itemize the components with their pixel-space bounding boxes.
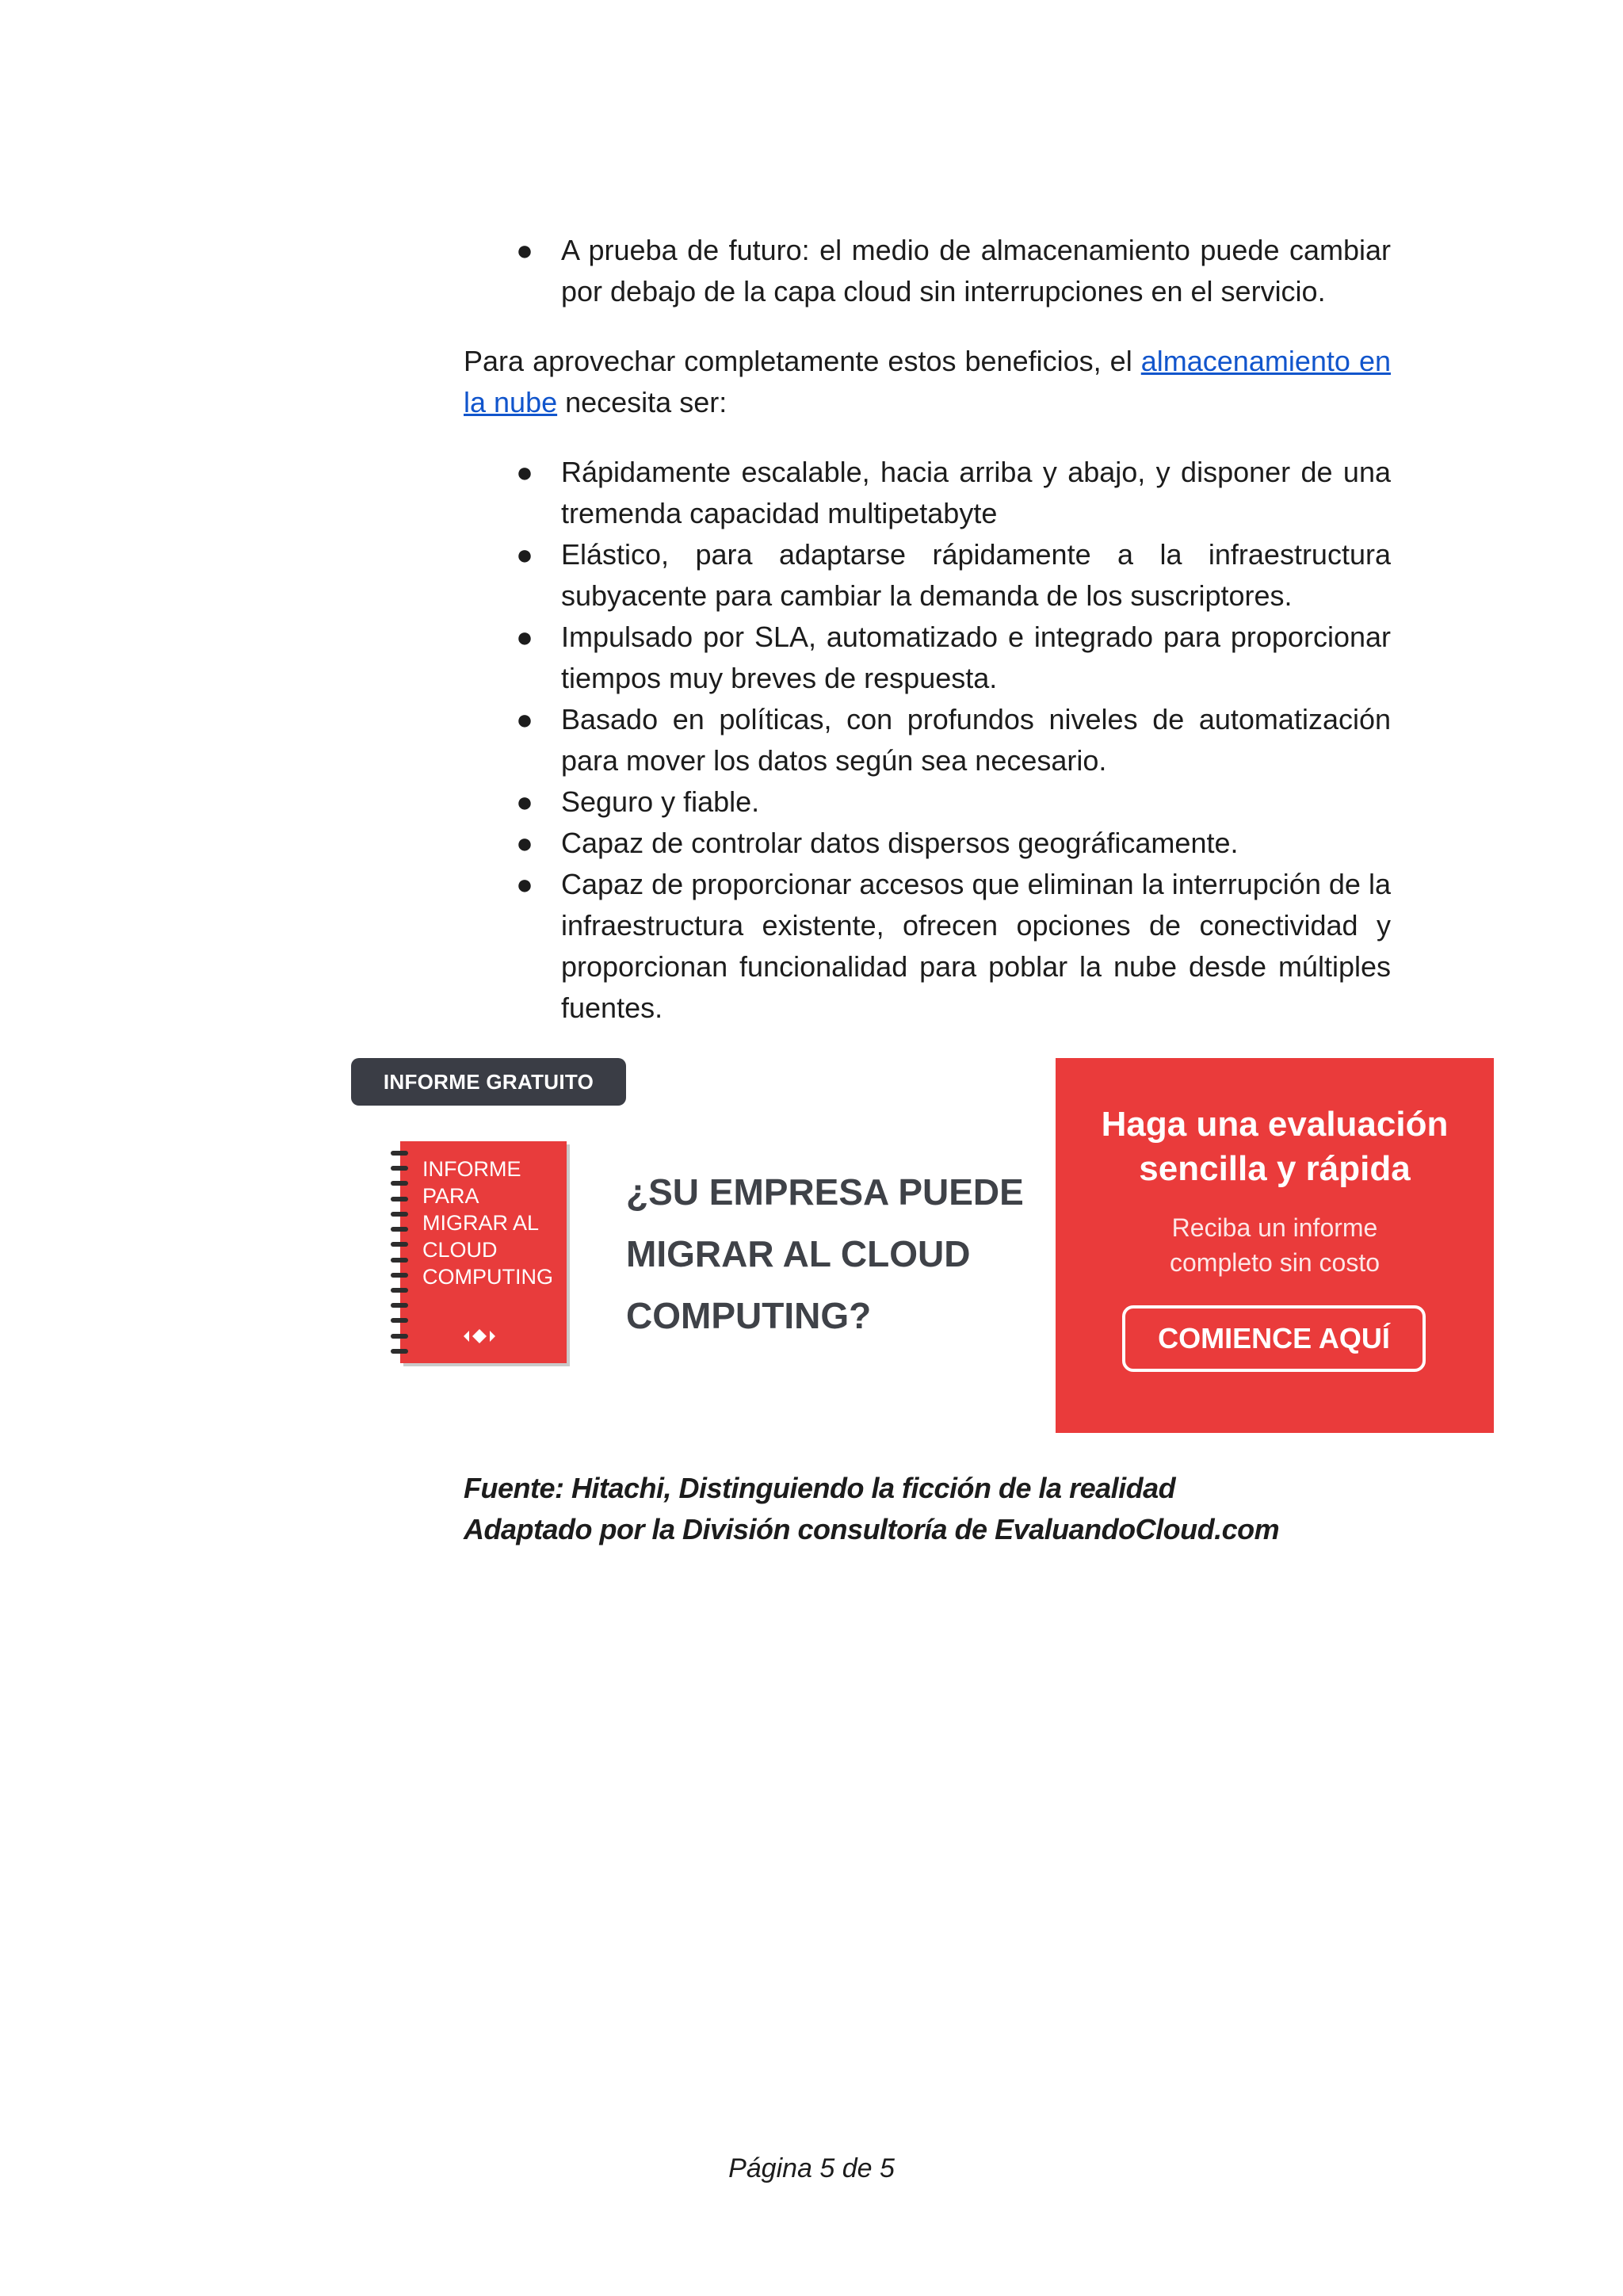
notebook-line: MIGRAR AL [422,1211,540,1235]
bullet-icon: ● [516,827,533,859]
list-item-text: Rápidamente escalable, hacia arriba y abajo, y disponer de una tremenda capacidad multipetabyte [561,456,1391,529]
brand-logo-icon [462,1325,497,1347]
bullet-icon: ● [516,703,533,735]
paragraph-text-after: necesita ser: [557,386,727,418]
spiral-binding-icon [391,1151,410,1354]
paragraph-text-before: Para aprovechar completamente estos beneficios, el [464,345,1141,377]
notebook-line: PARA [422,1184,479,1208]
intro-paragraph [464,341,1391,423]
headline-line: ¿SU EMPRESA PUEDE [626,1171,1024,1213]
report-notebook-image [391,1141,567,1363]
bullet-icon: ● [516,538,533,571]
cta-title [1056,1102,1494,1191]
cta-panel [1056,1058,1494,1433]
page-number: Página 5 de 5 [728,2153,895,2183]
promo-banner[interactable] [351,1058,1494,1433]
cta-title-line: Haga una evaluación [1101,1105,1449,1144]
cta-subtitle-line: Reciba un informe [1171,1213,1378,1242]
list-item [464,823,1391,864]
list-item-text: Elástico, para adaptarse rápidamente a la infraestructura subyacente para cambiar la demanda de los suscriptores. [561,538,1391,612]
list-item [464,230,1391,312]
notebook-line: COMPUTING [422,1265,553,1289]
list-item [464,534,1391,617]
source-line: Adaptado por la División consultoría de EvaluandoCloud.com [464,1513,1280,1545]
list-item-text: Seguro y fiable. [561,785,760,818]
list-item [464,617,1391,699]
notebook-line: INFORME [422,1157,521,1181]
list-item-text: Impulsado por SLA, automatizado e integrado para proporcionar tiempos muy breves de respuesta. [561,621,1391,694]
list-item [464,864,1391,1029]
banner-headline [626,1161,1038,1347]
list-item-text: Capaz de proporcionar accesos que eliminan la interrupción de la infraestructura existente, ofrecen opciones de conectividad y proporcionan funcionalidad para poblar la nube desde múltiples fuentes. [561,868,1391,1024]
storage-link[interactable]: almacenamiento en la nube [464,345,1391,418]
bullet-list-top [464,230,1391,312]
headline-line: COMPUTING? [626,1295,872,1336]
bullet-icon: ● [516,621,533,653]
notebook-cover-text [422,1156,561,1290]
list-item [464,781,1391,823]
bullet-icon: ● [516,785,533,818]
source-attribution [464,1468,1494,1550]
start-here-button[interactable]: COMIENCE AQUÍ [1122,1305,1426,1372]
list-item-text: Capaz de controlar datos dispersos geográficamente. [561,827,1239,859]
list-item [464,699,1391,781]
source-line: Fuente: Hitachi, Distinguiendo la ficción de la realidad [464,1472,1176,1504]
headline-line: MIGRAR AL CLOUD [626,1233,971,1274]
list-item [464,452,1391,534]
bullet-icon: ● [516,456,533,488]
bullet-list-requirements [464,452,1391,1029]
list-item-text: A prueba de futuro: el medio de almacenamiento puede cambiar por debajo de la capa cloud sin interrupciones en el servicio. [561,234,1391,308]
cta-subtitle [1056,1210,1494,1280]
bullet-icon: ● [516,868,533,900]
notebook-line: CLOUD [422,1238,498,1262]
list-item-text: Basado en políticas, con profundos niveles de automatización para mover los datos según sea necesario. [561,703,1391,777]
free-report-badge: INFORME GRATUITO [351,1058,626,1106]
cta-title-line: sencilla y rápida [1139,1149,1411,1188]
bullet-icon: ● [516,234,533,266]
cta-subtitle-line: completo sin costo [1169,1248,1380,1277]
